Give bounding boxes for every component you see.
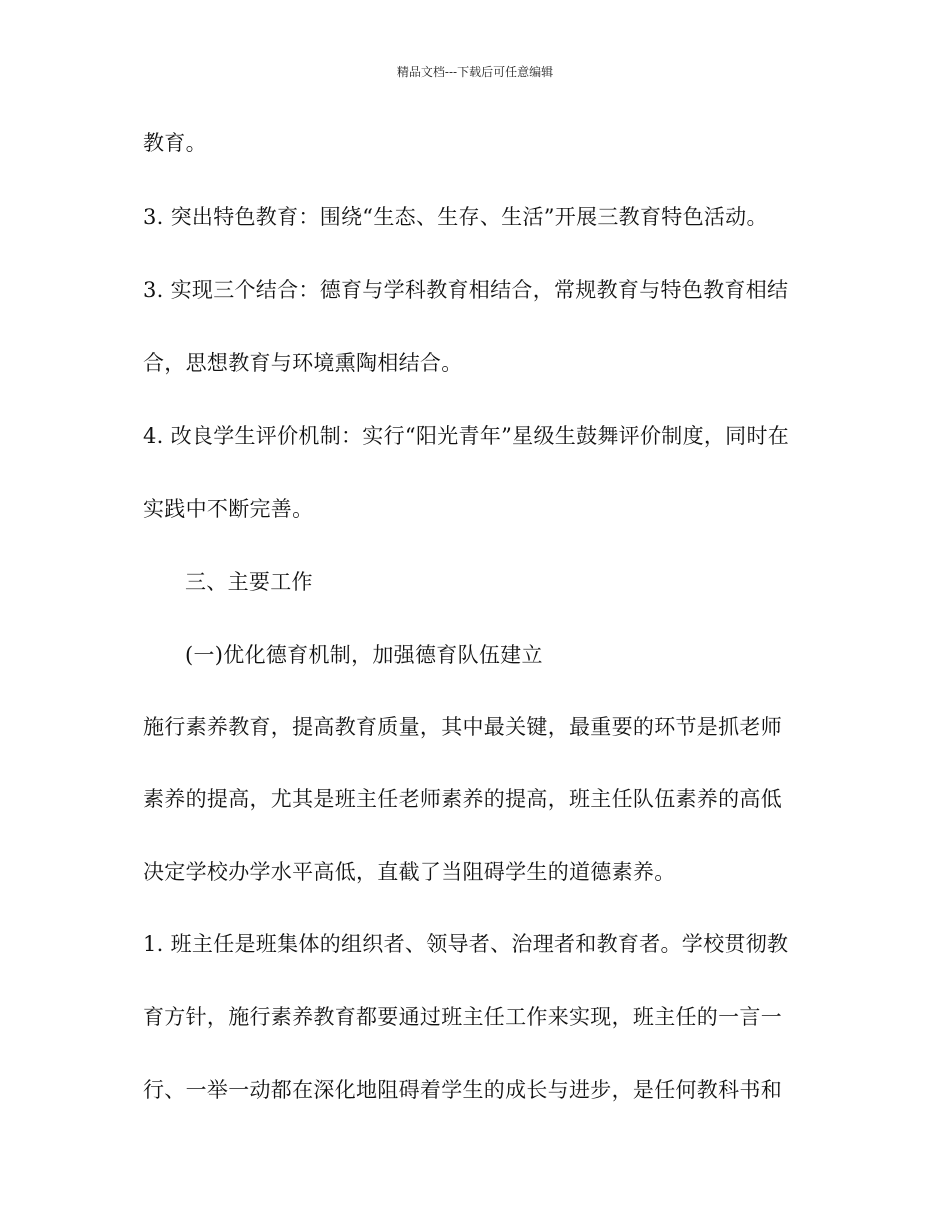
body-line: 3. 实现三个结合：德育与学科教育相结合，常规教育与特色教育相结: [143, 278, 789, 302]
body-line: 实践中不断完善。: [143, 497, 314, 521]
body-line: 3. 突出特色教育：围绕“生态、生存、生活”开展三教育特色活动。: [143, 205, 768, 229]
body-line: 1. 班主任是班集体的组织者、领导者、治理者和教育者。学校贯彻教: [143, 932, 789, 956]
subsection-heading: (一)优化德育机制，加强德育队伍建立: [185, 643, 543, 667]
body-line: 育方针，施行素养教育都要通过班主任工作来实现，班主任的一言一: [143, 1005, 782, 1029]
body-line: 素养的提高，尤其是班主任老师素养的提高，班主任队伍素养的高低: [143, 787, 782, 811]
body-line: 教育。: [143, 131, 207, 155]
section-heading: 三、主要工作: [185, 570, 313, 594]
page-header: 精品文档---下载后可任意编辑: [396, 65, 554, 79]
body-line: 行、一举一动都在深化地阻碍着学生的成长与进步，是任何教科书和: [143, 1078, 782, 1102]
body-line: 施行素养教育，提高教育质量，其中最关键，最重要的环节是抓老师: [143, 715, 782, 739]
body-line: 4. 改良学生评价机制：实行“阳光青年”星级生鼓舞评价制度，同时在: [143, 424, 790, 448]
body-line: 决定学校办学水平高低，直截了当阻碍学生的道德素养。: [143, 860, 676, 884]
body-line: 合，思想教育与环境熏陶相结合。: [143, 351, 463, 375]
